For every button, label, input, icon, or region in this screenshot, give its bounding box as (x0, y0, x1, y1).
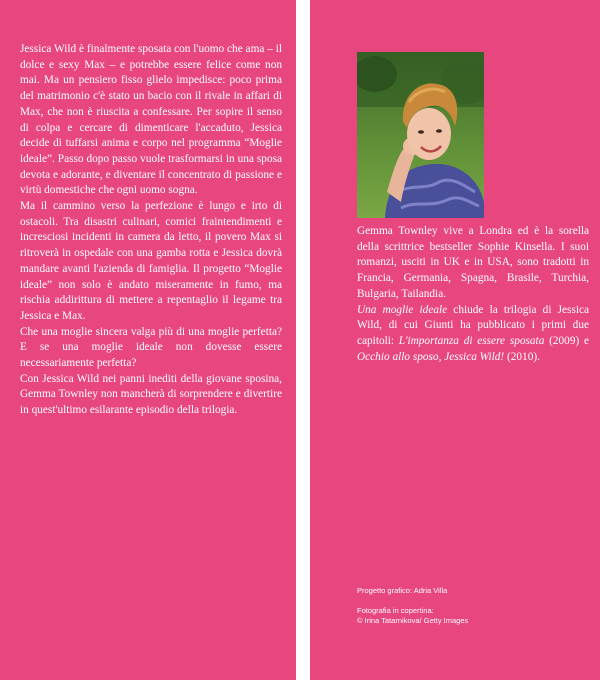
blurb-paragraph: Che una moglie sincera valga più di una moglie perfetta? E se una moglie ideale non dovesse essere necessariamente perfetta? (20, 325, 282, 370)
photo-credit-heading: Fotografia in copertina: (357, 606, 434, 615)
left-flap (0, 0, 296, 680)
center-gutter (296, 0, 310, 680)
author-bio (357, 224, 589, 365)
author-photo (357, 52, 484, 218)
blurb-paragraph: Ma il cammino verso la perfezione è lungo e irto di ostacoli. Tra disastri culinari, comici fraintendimenti e incresciosi incidenti in camera da letto, il povero Max si ritroverà in ospedale con una gamba rotta e Jessica dovrà mandare avanti l'azienda di famiglia. Il progetto “Moglie ideale” non solo è andato miseramente in fumo, ma rischia addirittura di mettere a repentaglio il legame tra Jessica e Max. (20, 200, 282, 322)
credits (357, 586, 587, 626)
bio-text: chiude la trilogia di Jessica Wild, di cui Giunti ha pubblicato i primi due capitoli: (357, 303, 590, 347)
book-blurb (20, 42, 282, 419)
bio-text: (2009) e (544, 334, 590, 347)
photo-credit: © Irina Tatarnikova/ Getty Images (357, 616, 469, 625)
book-title: L'importanza di essere sposata (398, 334, 545, 347)
blurb-paragraph: Con Jessica Wild nei panni inediti della giovane sposina, Gemma Townley non mancherà di sorprendere e divertire in quest'ultimo esilarante episodio della trilogia. (20, 372, 282, 417)
bio-text: (2010). (504, 350, 540, 363)
author-bio-trilogy (357, 303, 589, 366)
book-title: Una moglie ideale (357, 303, 448, 316)
design-credit: Progetto grafico: Adria Villa (357, 586, 448, 595)
author-bio-paragraph: Gemma Townley vive a Londra ed è la sorella della scrittrice bestseller Sophie Kinsella. I suoi romanzi, usciti in UK e in USA, sono tradotti in Francia, Germania, Spagna, Brasile, Turchia, Bulgaria, Tailandia. (357, 225, 589, 300)
blurb-paragraph: Jessica Wild è finalmente sposata con l'uomo che ama – il dolce e sexy Max – e potrebbe essere felice come non mai. Ma un pensiero fisso glielo impedisce: poco prima del matrimonio c'è stato un bacio con il rivale in affari di Max, che non è riuscita a confessare. Per sopire il senso di colpa e cercare di dimenticare l'accaduto, Jessica decide di tuffarsi anima e corpo nel programma “Moglie ideale”. Passo dopo passo vuole trasformarsi in una sposa devota e adorante, e diventare il concentrato di passione e virtù domestiche che ogni uomo sogna. (20, 43, 282, 197)
book-title: Occhio allo sposo, Jessica Wild! (357, 350, 505, 363)
author-portrait-illustration (357, 52, 484, 218)
